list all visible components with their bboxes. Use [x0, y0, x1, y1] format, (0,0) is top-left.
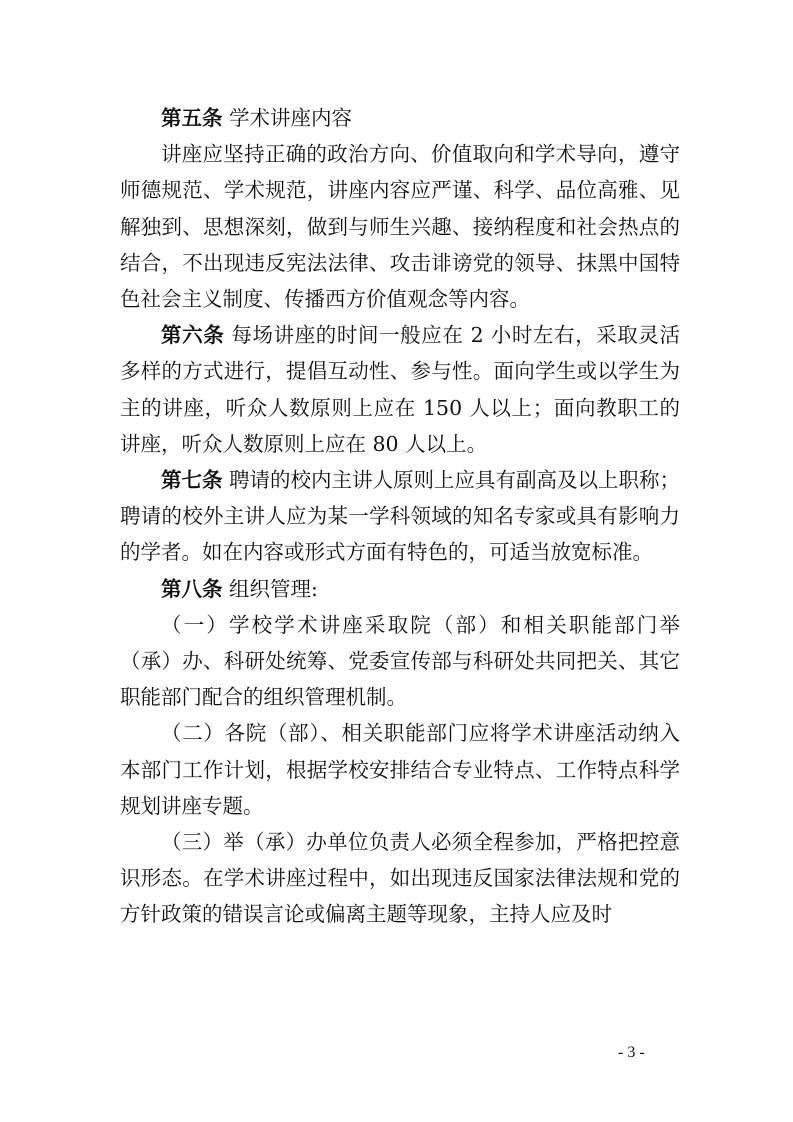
article-heading: 第六条: [161, 323, 225, 348]
article-8-title: [120, 571, 680, 607]
article-text: （一）学校学术讲座采取院（部）和相关职能部门举（承）办、科研处统筹、党委宣传部与科研处共同把关、其它职能部门配合的组织管理机制。: [120, 612, 680, 710]
article-heading: 第七条: [161, 468, 223, 493]
article-text: 组织管理:: [222, 576, 318, 601]
article-8-item-3: [120, 824, 680, 933]
article-text: （三）举（承）办单位负责人必须全程参加，严格把控意识形态。在学术讲座过程中，如出现违反国家法律法规和党的方针政策的错误言论或偏离主题等现象，主持人应及时: [120, 830, 680, 927]
article-8-item-2: [120, 715, 680, 824]
article-5-body: [120, 136, 680, 317]
page-number: - 3 -: [618, 1044, 645, 1061]
document-body: [120, 100, 680, 933]
article-8-item-1: [120, 607, 680, 716]
article-text: 聘请的校内主讲人原则上应具有副高及以上职称；聘请的校外主讲人应为某一学科领域的知名专家或具有影响力的学者。如在内容或形式方面有特色的，可适当放宽标准。: [120, 468, 681, 565]
article-6: [120, 317, 680, 462]
article-7: [120, 462, 680, 571]
article-text: 讲座应坚持正确的政治方向、价值取向和学术导向，遵守师德规范、学术规范，讲座内容应严谨、科学、品位高雅、见解独到、思想深刻，做到与师生兴趣、接纳程度和社会热点的结合，不出现违反宪法法律、攻击诽谤党的领导、抹黑中国特色社会主义制度、传播西方价值观念等内容。: [120, 142, 680, 312]
article-text: 每场讲座的时间一般应在 2 小时左右，采取灵活多样的方式进行，提倡互动性、参与性。面向学生或以学生为主的讲座，听众人数原则上应在 150 人以上；面向教职工的讲座，听众人数原则上应在 80 人以上。: [120, 323, 681, 456]
article-5-title: [120, 100, 680, 136]
article-heading: 第五条: [161, 106, 223, 130]
article-heading: 第八条: [161, 576, 223, 601]
article-text: 学术讲座内容: [222, 106, 353, 130]
article-text: （二）各院（部）、相关职能部门应将学术讲座活动纳入本部门工作计划，根据学校安排结合专业特点、工作特点科学规划讲座专题。: [120, 721, 680, 818]
